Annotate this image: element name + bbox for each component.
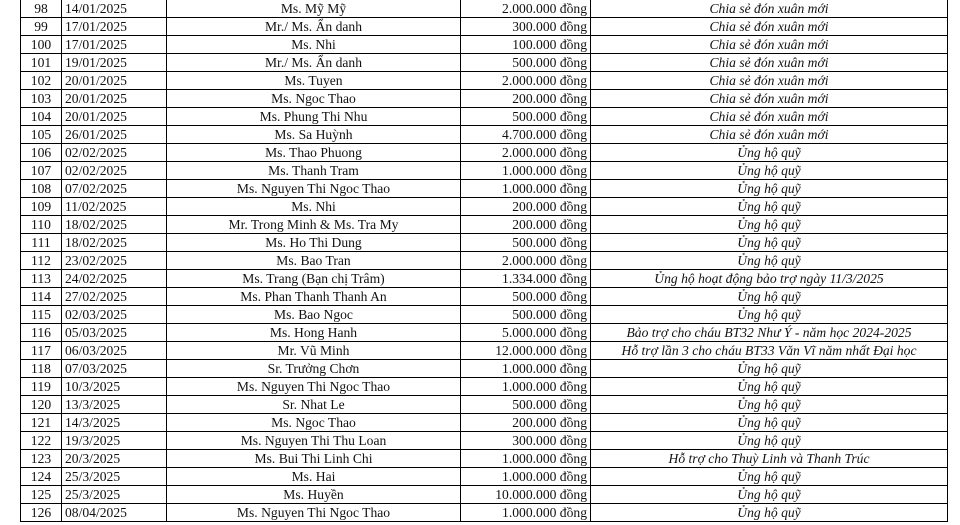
table-row — [21, 108, 948, 126]
donation-amount: 500.000 đồng — [461, 234, 591, 252]
donation-amount: 5.000.000 đồng — [461, 324, 591, 342]
row-number: 106 — [21, 144, 62, 162]
row-number: 109 — [21, 198, 62, 216]
table-row — [21, 432, 948, 450]
table-row — [21, 36, 948, 54]
donation-note: Ủng hộ quỹ — [591, 144, 948, 162]
donation-note: Chia sẻ đón xuân mới — [591, 72, 948, 90]
donation-amount: 1.000.000 đồng — [461, 162, 591, 180]
donation-date: 24/02/2025 — [62, 270, 167, 288]
row-number: 108 — [21, 180, 62, 198]
donation-amount: 500.000 đồng — [461, 288, 591, 306]
donation-note: Chia sẻ đón xuân mới — [591, 90, 948, 108]
donation-amount: 1.000.000 đồng — [461, 378, 591, 396]
donation-date: 19/3/2025 — [62, 432, 167, 450]
donation-amount: 1.000.000 đồng — [461, 504, 591, 522]
row-number: 104 — [21, 108, 62, 126]
donation-note: Ủng hộ quỹ — [591, 360, 948, 378]
row-number: 112 — [21, 252, 62, 270]
donation-amount: 200.000 đồng — [461, 198, 591, 216]
row-number: 118 — [21, 360, 62, 378]
table-row — [21, 198, 948, 216]
donation-amount: 300.000 đồng — [461, 18, 591, 36]
donor-name: Ms. Bui Thi Linh Chi — [167, 450, 461, 468]
row-number: 115 — [21, 306, 62, 324]
donation-note: Hỗ trợ lần 3 cho cháu BT33 Văn Vĩ năm nhất Đại học — [591, 342, 948, 360]
donor-name: Ms. Bao Tran — [167, 252, 461, 270]
donation-note: Ủng hộ quỹ — [591, 504, 948, 522]
donor-name: Ms. Phan Thanh Thanh An — [167, 288, 461, 306]
donor-name: Mr. Vũ Minh — [167, 342, 461, 360]
row-number: 101 — [21, 54, 62, 72]
donor-name: Ms. Nguyen Thi Ngoc Thao — [167, 504, 461, 522]
row-number: 121 — [21, 414, 62, 432]
donation-date: 25/3/2025 — [62, 468, 167, 486]
donation-date: 20/3/2025 — [62, 450, 167, 468]
table-row — [21, 72, 948, 90]
donation-note: Ủng hộ quỹ — [591, 252, 948, 270]
table-row — [21, 324, 948, 342]
donation-amount: 300.000 đồng — [461, 432, 591, 450]
donor-name: Sr. Nhat Le — [167, 396, 461, 414]
row-number: 114 — [21, 288, 62, 306]
donation-date: 19/01/2025 — [62, 54, 167, 72]
donation-note: Ủng hộ quỹ — [591, 378, 948, 396]
donation-date: 07/02/2025 — [62, 180, 167, 198]
table-row — [21, 414, 948, 432]
donation-note: Ủng hộ quỹ — [591, 306, 948, 324]
table-row — [21, 0, 948, 18]
donor-name: Ms. Phung Thi Nhu — [167, 108, 461, 126]
left-margin — [0, 0, 20, 525]
table-row — [21, 288, 948, 306]
donation-date: 02/02/2025 — [62, 144, 167, 162]
table-row — [21, 486, 948, 504]
row-number: 123 — [21, 450, 62, 468]
donation-note: Chia sẻ đón xuân mới — [591, 108, 948, 126]
donor-name: Ms. Sa Huỳnh — [167, 126, 461, 144]
donation-amount: 4.700.000 đồng — [461, 126, 591, 144]
row-number: 99 — [21, 18, 62, 36]
row-number: 98 — [21, 0, 62, 18]
donation-date: 17/01/2025 — [62, 36, 167, 54]
donation-amount: 1.000.000 đồng — [461, 180, 591, 198]
donation-amount: 1.000.000 đồng — [461, 468, 591, 486]
row-number: 124 — [21, 468, 62, 486]
row-number: 126 — [21, 504, 62, 522]
donation-date: 20/01/2025 — [62, 108, 167, 126]
table-row — [21, 360, 948, 378]
donation-date: 02/03/2025 — [62, 306, 167, 324]
donation-table — [20, 0, 948, 522]
donor-name: Ms. Hong Hanh — [167, 324, 461, 342]
donation-date: 26/01/2025 — [62, 126, 167, 144]
donation-amount: 500.000 đồng — [461, 306, 591, 324]
donation-amount: 2.000.000 đồng — [461, 72, 591, 90]
row-number: 119 — [21, 378, 62, 396]
donation-ledger — [20, 0, 947, 522]
table-row — [21, 252, 948, 270]
row-number: 105 — [21, 126, 62, 144]
donor-name: Sr. Trưởng Chơn — [167, 360, 461, 378]
donation-table-body — [21, 0, 948, 522]
donation-note: Ủng hộ quỹ — [591, 486, 948, 504]
donation-date: 13/3/2025 — [62, 396, 167, 414]
donation-amount: 10.000.000 đồng — [461, 486, 591, 504]
donor-name: Ms. Trang (Bạn chị Trâm) — [167, 270, 461, 288]
row-number: 110 — [21, 216, 62, 234]
donation-amount: 500.000 đồng — [461, 396, 591, 414]
table-row — [21, 54, 948, 72]
donation-date: 02/02/2025 — [62, 162, 167, 180]
table-row — [21, 270, 948, 288]
donation-amount: 12.000.000 đồng — [461, 342, 591, 360]
row-number: 122 — [21, 432, 62, 450]
donation-note: Ủng hộ quỹ — [591, 216, 948, 234]
donor-name: Mr. Trong Minh & Ms. Tra My — [167, 216, 461, 234]
row-number: 102 — [21, 72, 62, 90]
donation-date: 10/3/2025 — [62, 378, 167, 396]
table-row — [21, 396, 948, 414]
donor-name: Ms. Thao Phuong — [167, 144, 461, 162]
donation-date: 20/01/2025 — [62, 72, 167, 90]
table-row — [21, 144, 948, 162]
table-row — [21, 468, 948, 486]
donation-date: 25/3/2025 — [62, 486, 167, 504]
donation-amount: 2.000.000 đồng — [461, 144, 591, 162]
donation-date: 07/03/2025 — [62, 360, 167, 378]
donation-note: Chia sẻ đón xuân mới — [591, 0, 948, 18]
donation-amount: 1.334.000 đồng — [461, 270, 591, 288]
donation-note: Ủng hộ quỹ — [591, 468, 948, 486]
donor-name: Mr./ Ms. Ẩn danh — [167, 18, 461, 36]
donor-name: Ms. Nguyen Thi Thu Loan — [167, 432, 461, 450]
row-number: 117 — [21, 342, 62, 360]
donation-date: 05/03/2025 — [62, 324, 167, 342]
donation-date: 08/04/2025 — [62, 504, 167, 522]
donor-name: Ms. Ho Thi Dung — [167, 234, 461, 252]
donation-note: Ủng hộ quỹ — [591, 288, 948, 306]
donation-amount: 500.000 đồng — [461, 108, 591, 126]
donation-note: Chia sẻ đón xuân mới — [591, 18, 948, 36]
donation-note: Ủng hộ quỹ — [591, 396, 948, 414]
donation-note: Ủng hộ quỹ — [591, 432, 948, 450]
donation-date: 14/3/2025 — [62, 414, 167, 432]
donation-date: 23/02/2025 — [62, 252, 167, 270]
table-row — [21, 504, 948, 522]
donation-note: Bảo trợ cho cháu BT32 Như Ý - năm học 2024-2025 — [591, 324, 948, 342]
table-row — [21, 234, 948, 252]
donation-note: Chia sẻ đón xuân mới — [591, 126, 948, 144]
donation-date: 18/02/2025 — [62, 216, 167, 234]
donation-note: Hỗ trợ cho Thuỳ Linh và Thanh Trúc — [591, 450, 948, 468]
table-row — [21, 180, 948, 198]
donor-name: Ms. Huyền — [167, 486, 461, 504]
donation-date: 11/02/2025 — [62, 198, 167, 216]
table-row — [21, 450, 948, 468]
table-row — [21, 18, 948, 36]
donation-note: Ủng hộ quỹ — [591, 414, 948, 432]
row-number: 103 — [21, 90, 62, 108]
donation-note: Ủng hộ quỹ — [591, 234, 948, 252]
table-row — [21, 378, 948, 396]
donation-amount: 200.000 đồng — [461, 216, 591, 234]
donor-name: Ms. Hai — [167, 468, 461, 486]
donation-amount: 200.000 đồng — [461, 90, 591, 108]
donor-name: Ms. Nguyen Thi Ngoc Thao — [167, 180, 461, 198]
donation-amount: 1.000.000 đồng — [461, 450, 591, 468]
donation-note: Ủng hộ quỹ — [591, 180, 948, 198]
donation-amount: 100.000 đồng — [461, 36, 591, 54]
table-row — [21, 90, 948, 108]
donor-name: Ms. Tuyen — [167, 72, 461, 90]
donor-name: Ms. Bao Ngoc — [167, 306, 461, 324]
donation-date: 14/01/2025 — [62, 0, 167, 18]
row-number: 116 — [21, 324, 62, 342]
donation-date: 20/01/2025 — [62, 90, 167, 108]
donation-note: Ủng hộ quỹ — [591, 198, 948, 216]
row-number: 113 — [21, 270, 62, 288]
donation-amount: 2.000.000 đồng — [461, 0, 591, 18]
donation-note: Ủng hộ quỹ — [591, 162, 948, 180]
donor-name: Ms. Nhi — [167, 198, 461, 216]
table-row — [21, 126, 948, 144]
row-number: 120 — [21, 396, 62, 414]
donor-name: Ms. Ngoc Thao — [167, 414, 461, 432]
table-row — [21, 306, 948, 324]
donor-name: Ms. Nhi — [167, 36, 461, 54]
donor-name: Mr./ Ms. Ẩn danh — [167, 54, 461, 72]
right-margin — [948, 0, 960, 525]
donation-note: Chia sẻ đón xuân mới — [591, 36, 948, 54]
table-row — [21, 162, 948, 180]
donation-date: 27/02/2025 — [62, 288, 167, 306]
donation-amount: 1.000.000 đồng — [461, 360, 591, 378]
donor-name: Ms. Nguyen Thi Ngoc Thao — [167, 378, 461, 396]
donation-note: Chia sẻ đón xuân mới — [591, 54, 948, 72]
donation-date: 18/02/2025 — [62, 234, 167, 252]
donation-note: Ủng hộ hoạt động bảo trợ ngày 11/3/2025 — [591, 270, 948, 288]
donor-name: Ms. Mỹ Mỹ — [167, 0, 461, 18]
donation-date: 06/03/2025 — [62, 342, 167, 360]
donation-date: 17/01/2025 — [62, 18, 167, 36]
donor-name: Ms. Ngoc Thao — [167, 90, 461, 108]
row-number: 125 — [21, 486, 62, 504]
table-row — [21, 216, 948, 234]
table-row — [21, 342, 948, 360]
row-number: 107 — [21, 162, 62, 180]
donation-amount: 2.000.000 đồng — [461, 252, 591, 270]
donor-name: Ms. Thanh Tram — [167, 162, 461, 180]
donation-amount: 200.000 đồng — [461, 414, 591, 432]
row-number: 111 — [21, 234, 62, 252]
row-number: 100 — [21, 36, 62, 54]
donation-amount: 500.000 đồng — [461, 54, 591, 72]
